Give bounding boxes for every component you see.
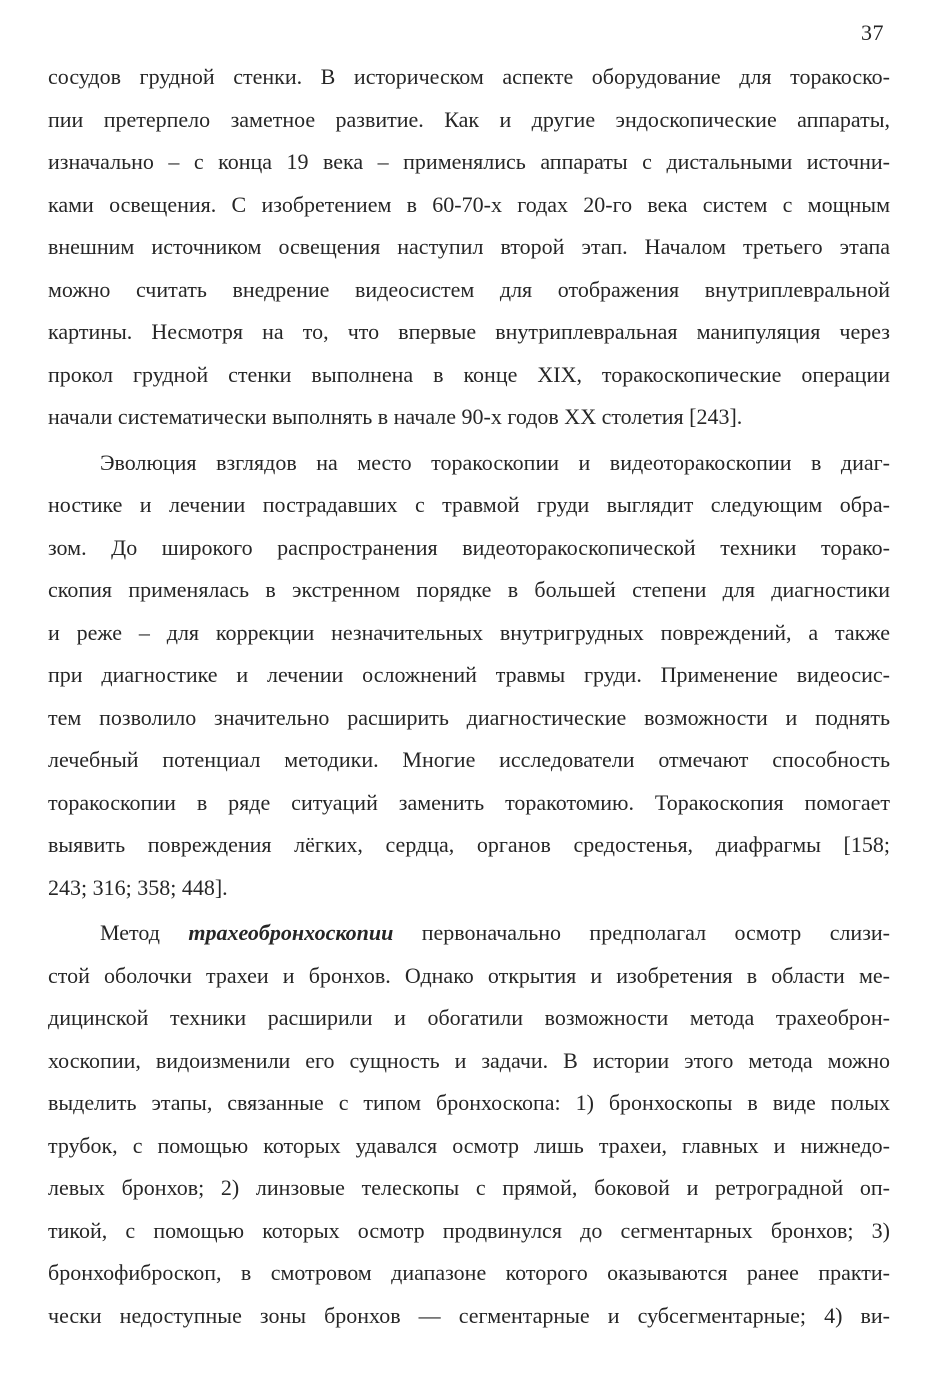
text-line: можно считать внедрение видеосистем для отображения внутриплевральной	[48, 276, 890, 302]
text-line: тикой, с помощью которых осмотр продвинулся до сегментарных бронхов; 3)	[48, 1217, 890, 1243]
text-line: трубок, с помощью которых удавался осмотр лишь трахеи, главных и нижнедо-	[48, 1132, 890, 1158]
text-line: чески недоступные зоны бронхов — сегментарные и субсегментарные; 4) ви-	[48, 1302, 890, 1328]
text-line: картины. Несмотря на то, что впервые внутриплевральная манипуляция через	[48, 319, 890, 344]
text-line: ками освещения. С изобретением в 60-70-х годах 20-го века систем с мощным	[48, 191, 890, 217]
text-line: Эволюция взглядов на место торакоскопии и видеоторакоскопии в диаг-	[100, 449, 890, 475]
text-line: торакоскопии в ряде ситуаций заменить торакотомию. Торакоскопия помогает	[48, 789, 890, 815]
text-line: ностике и лечении пострадавших с травмой груди выглядит следующим обра-	[48, 492, 890, 517]
text-run: первоначально предполагал осмотр слизи-	[393, 920, 890, 945]
text-line: при диагностике и лечении осложнений травмы груди. Применение видеосис-	[48, 662, 890, 687]
text-line: бронхофиброскоп, в смотровом диапазоне которого оказываются ранее практи-	[48, 1260, 890, 1285]
page-number: 37	[861, 20, 884, 45]
paragraph-3	[48, 912, 890, 1337]
text-line: пии претерпело заметное развитие. Как и другие эндоскопические аппараты,	[48, 106, 890, 132]
text-line: начали систематически выполнять в начале 90-х годов XX столетия [243].	[48, 404, 743, 429]
text-line	[48, 912, 890, 955]
text-line: стой оболочки трахеи и бронхов. Однако открытия и изобретения в области ме-	[48, 962, 890, 988]
text-line: сосудов грудной стенки. В историческом аспекте оборудование для торакоско-	[48, 64, 890, 89]
paragraph-2	[48, 442, 890, 910]
emphasized-term: трахеобронхоскопии	[188, 920, 394, 945]
text-line: скопия применялась в экстренном порядке в большей степени для диагностики	[48, 577, 890, 602]
text-run: Метод	[100, 920, 189, 945]
text-line: 243; 316; 358; 448].	[48, 874, 228, 900]
text-line: левых бронхов; 2) линзовые телескопы с прямой, боковой и ретроградной оп-	[48, 1175, 890, 1200]
paragraph-1	[48, 56, 890, 439]
text-line: выделить этапы, связанные с типом бронхоскопа: 1) бронхоскопы в виде полых	[48, 1090, 890, 1115]
text-line: и реже – для коррекции незначительных внутригрудных повреждений, а также	[48, 619, 890, 645]
text-line: внешним источником освещения наступил второй этап. Началом третьего этапа	[48, 234, 890, 259]
body-text	[48, 56, 890, 1337]
text-line: изначально – с конца 19 века – применялись аппараты с дистальными источни-	[48, 149, 890, 174]
text-line: хоскопии, видоизменили его сущность и задачи. В истории этого метода можно	[48, 1047, 890, 1073]
text-line: выявить повреждения лёгких, сердца, органов средостенья, диафрагмы [158;	[48, 832, 890, 857]
text-line: дицинской техники расширили и обогатили возможности метода трахеоброн-	[48, 1005, 890, 1030]
text-line: прокол грудной стенки выполнена в конце XIX, торакоскопические операции	[48, 361, 890, 387]
text-line: тем позволило значительно расширить диагностические возможности и поднять	[48, 704, 890, 730]
text-line: зом. До широкого распространения видеоторакоскопической техники торако-	[48, 534, 890, 560]
text-line: лечебный потенциал методики. Многие исследователи отмечают способность	[48, 747, 890, 772]
